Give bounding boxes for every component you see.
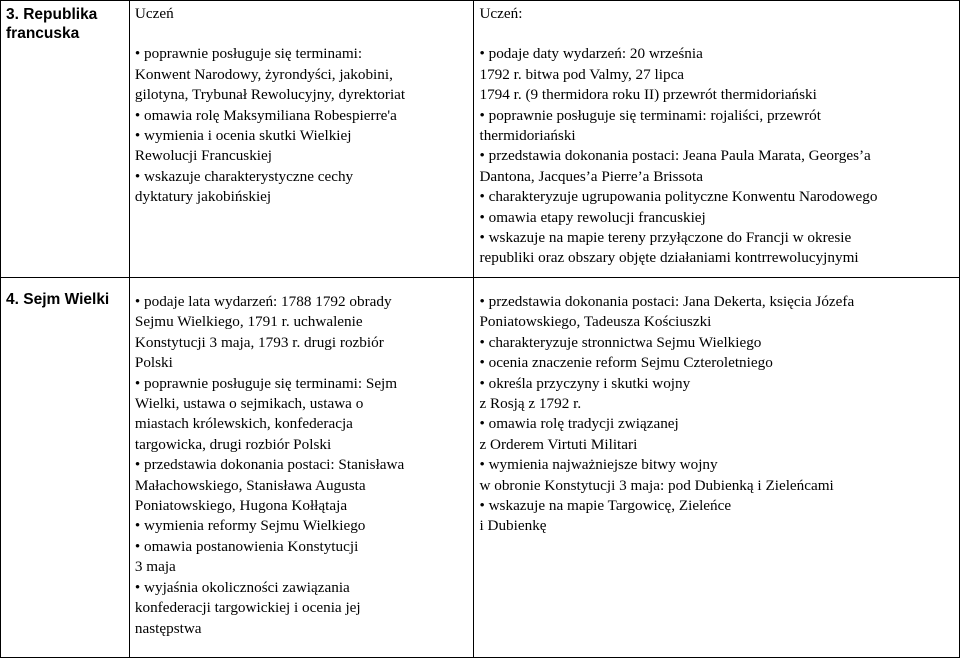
bullet-item: • omawia etapy rewolucji francuskiej bbox=[479, 208, 954, 228]
table-row-sejm-wielki bbox=[1, 278, 960, 658]
topic-line: francuska bbox=[6, 25, 80, 42]
requirements-extended-cell bbox=[474, 278, 960, 658]
bullet-item: • charakteryzuje stronnictwa Sejmu Wielkiego bbox=[479, 333, 954, 353]
list-item-continuation: 3 maja bbox=[134, 558, 176, 576]
bullet-item: • podaje lata wydarzeń: 1788 1792 obrady bbox=[135, 292, 469, 312]
list-item-continuation: Poniatowskiego, Hugona Kołłątaja bbox=[134, 497, 348, 515]
bullet-item: • wyjaśnia okoliczności zawiązania bbox=[135, 578, 469, 598]
requirements-extended-cell bbox=[474, 1, 960, 278]
bullet-item: • wskazuje na mapie Targowicę, Zieleńce bbox=[479, 496, 954, 516]
topic-line: 3. Republika bbox=[6, 6, 98, 23]
bullet-item: • charakteryzuje ugrupowania polityczne Konwentu Narodowego bbox=[479, 187, 954, 207]
list-item-continuation: miastach królewskich, konfederacja bbox=[134, 415, 353, 433]
bullet-item: • podaje daty wydarzeń: 20 września bbox=[479, 44, 954, 64]
bullet-item: • omawia rolę tradycji związanej bbox=[479, 414, 954, 434]
list-item-continuation: i Dubienkę bbox=[479, 517, 547, 535]
bullet-item: • przedstawia dokonania postaci: Jana Dekerta, księcia Józefa bbox=[479, 292, 954, 312]
requirements-basic-cell bbox=[129, 278, 474, 658]
list-item-continuation: 1792 r. bitwa pod Valmy, 27 lipca bbox=[479, 65, 685, 83]
bullet-item: • wskazuje na mapie tereny przyłączone do Francji w okresie bbox=[479, 228, 954, 248]
list-item-continuation: dyktatury jakobińskiej bbox=[134, 188, 272, 206]
list-item-continuation: z Orderem Virtuti Militari bbox=[479, 435, 638, 453]
list-item-continuation: targowicka, drugi rozbiór Polski bbox=[134, 435, 332, 453]
requirements-list bbox=[479, 44, 954, 268]
table-row-republika bbox=[1, 1, 960, 278]
bullet-item: • przedstawia dokonania postaci: Stanisława bbox=[135, 455, 469, 475]
topic-line: 4. Sejm Wielki bbox=[6, 291, 110, 308]
list-item-continuation: gilotyna, Trybunał Rewolucyjny, dyrektoriat bbox=[134, 86, 406, 104]
list-item-continuation: Rewolucji Francuskiej bbox=[134, 147, 272, 165]
cell-header: Uczeń bbox=[134, 5, 174, 22]
list-item-continuation: Małachowskiego, Stanisława Augusta bbox=[134, 476, 366, 494]
bullet-item: • przedstawia dokonania postaci: Jeana Paula Marata, Georges’a bbox=[479, 146, 954, 166]
bullet-item: • określa przyczyny i skutki wojny bbox=[479, 374, 954, 394]
list-item-continuation: Konstytucji 3 maja, 1793 r. drugi rozbiór bbox=[134, 333, 384, 351]
topic-cell bbox=[1, 278, 130, 658]
bullet-item: • omawia rolę Maksymiliana Robespierre'a bbox=[135, 106, 469, 126]
bullet-item: • poprawnie posługuje się terminami: Sejm bbox=[135, 374, 469, 394]
list-item-continuation: thermidoriański bbox=[479, 127, 576, 145]
list-item-continuation: Poniatowskiego, Tadeusza Kościuszki bbox=[479, 313, 712, 331]
list-item-continuation: Sejmu Wielkiego, 1791 r. uchwalenie bbox=[134, 313, 363, 331]
requirements-basic-cell bbox=[129, 1, 474, 278]
cell-header: Uczeń: bbox=[479, 5, 523, 22]
requirements-list bbox=[135, 292, 469, 639]
list-item-continuation: Dantona, Jacques’a Pierre’a Brissota bbox=[479, 167, 703, 185]
bullet-item: • omawia postanowienia Konstytucji bbox=[135, 537, 469, 557]
list-item-continuation: Konwent Narodowy, żyrondyści, jakobini, bbox=[134, 65, 393, 83]
requirements-list bbox=[479, 292, 954, 537]
list-item-continuation: republiki oraz obszary objęte działaniami kontrrewolucyjnymi bbox=[479, 249, 859, 267]
bullet-item: • wskazuje charakterystyczne cechy bbox=[135, 167, 469, 187]
bullet-item: • poprawnie posługuje się terminami: rojaliści, przewrót bbox=[479, 106, 954, 126]
list-item-continuation: w obronie Konstytucji 3 maja: pod Dubienką i Zieleńcami bbox=[479, 476, 834, 494]
bullet-item: • wymienia reformy Sejmu Wielkiego bbox=[135, 516, 469, 536]
list-item-continuation: Polski bbox=[134, 354, 173, 372]
bullet-item: • wymienia i ocenia skutki Wielkiej bbox=[135, 126, 469, 146]
list-item-continuation: z Rosją z 1792 r. bbox=[479, 395, 582, 413]
bullet-item: • poprawnie posługuje się terminami: bbox=[135, 44, 469, 64]
list-item-continuation: 1794 r. (9 thermidora roku II) przewrót thermidoriański bbox=[479, 86, 817, 104]
topic-cell bbox=[1, 1, 130, 278]
requirements-list bbox=[135, 44, 469, 207]
list-item-continuation: następstwa bbox=[134, 619, 202, 637]
list-item-continuation: Wielki, ustawa o sejmikach, ustawa o bbox=[134, 395, 364, 413]
bullet-item: • ocenia znaczenie reform Sejmu Czteroletniego bbox=[479, 353, 954, 373]
bullet-item: • wymienia najważniejsze bitwy wojny bbox=[479, 455, 954, 475]
list-item-continuation: konfederacji targowickiej i ocenia jej bbox=[134, 599, 361, 617]
